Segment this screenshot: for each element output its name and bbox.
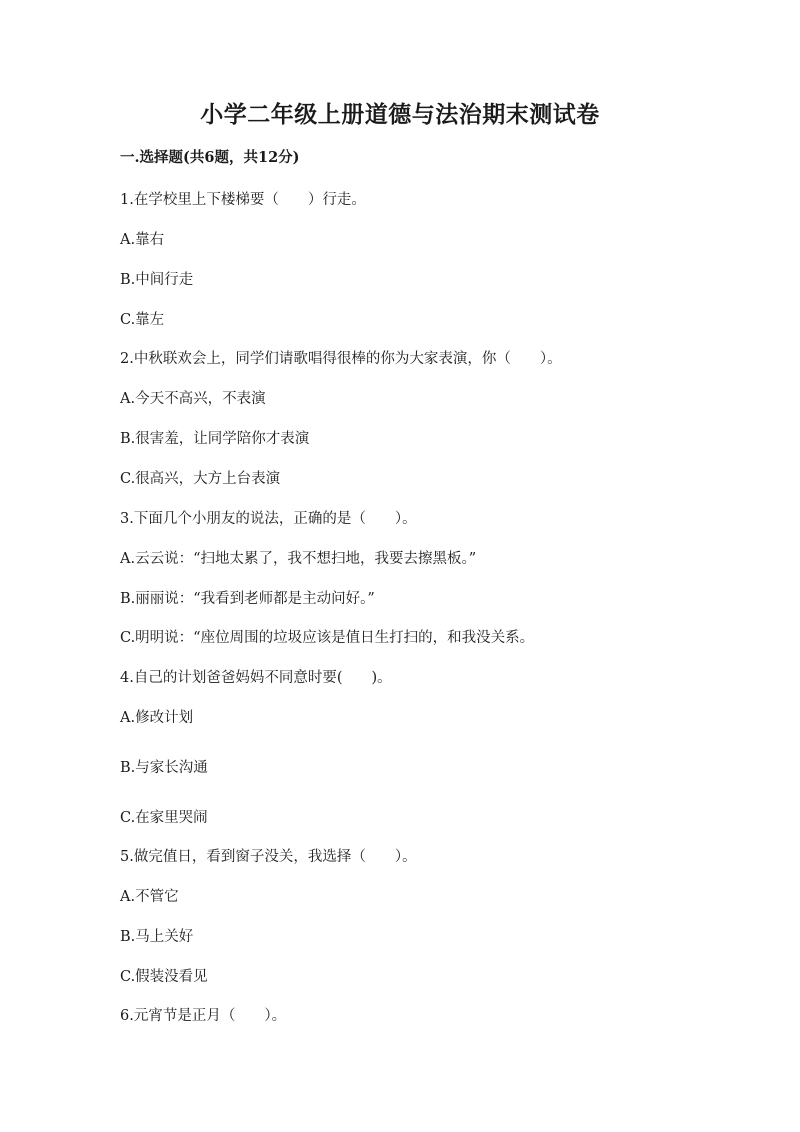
- question-6-stem: 6.元宵节是正月（ ）。: [120, 1008, 287, 1024]
- question-2-stem: 2.中秋联欢会上，同学们请歌唱得很棒的你为大家表演，你（ ）。: [120, 351, 562, 367]
- page-title: 小学二年级上册道德与法治期末测试卷: [200, 101, 600, 128]
- section-heading: 一.选择题(共6题，共12分): [120, 149, 300, 166]
- question-1-stem: 1.在学校里上下楼梯要（ ）行走。: [120, 192, 366, 208]
- question-4-option-a: A.修改计划: [120, 710, 194, 726]
- question-5-option-c: C.假装没看见: [120, 969, 208, 985]
- question-2-option-c: C.很高兴，大方上台表演: [120, 471, 281, 487]
- question-2-option-b: B.很害羞，让同学陪你才表演: [120, 431, 310, 447]
- question-3-option-b: B.丽丽说：“我看到老师都是主动问好。”: [120, 591, 375, 607]
- question-1-option-c: C.靠左: [120, 312, 165, 328]
- question-4-option-c: C.在家里哭闹: [120, 810, 208, 826]
- question-1-option-a: A.靠右: [120, 232, 165, 248]
- question-3-stem: 3.下面几个小朋友的说法，正确的是（ ）。: [120, 511, 417, 527]
- question-4-option-b: B.与家长沟通: [120, 760, 208, 776]
- question-5-option-a: A.不管它: [120, 889, 179, 905]
- question-2-option-a: A.今天不高兴，不表演: [120, 391, 266, 407]
- question-1-option-b: B.中间行走: [120, 272, 194, 288]
- question-4-stem: 4.自己的计划爸爸妈妈不同意时要( )。: [120, 670, 392, 686]
- question-3-option-c: C.明明说：“座位周围的垃圾应该是值日生打扫的，和我没关系。: [120, 630, 535, 646]
- question-5-stem: 5.做完值日，看到窗子没关，我选择（ ）。: [120, 849, 417, 865]
- question-3-option-a: A.云云说：“扫地太累了，我不想扫地，我要去擦黑板。”: [120, 551, 477, 567]
- question-5-option-b: B.马上关好: [120, 929, 194, 945]
